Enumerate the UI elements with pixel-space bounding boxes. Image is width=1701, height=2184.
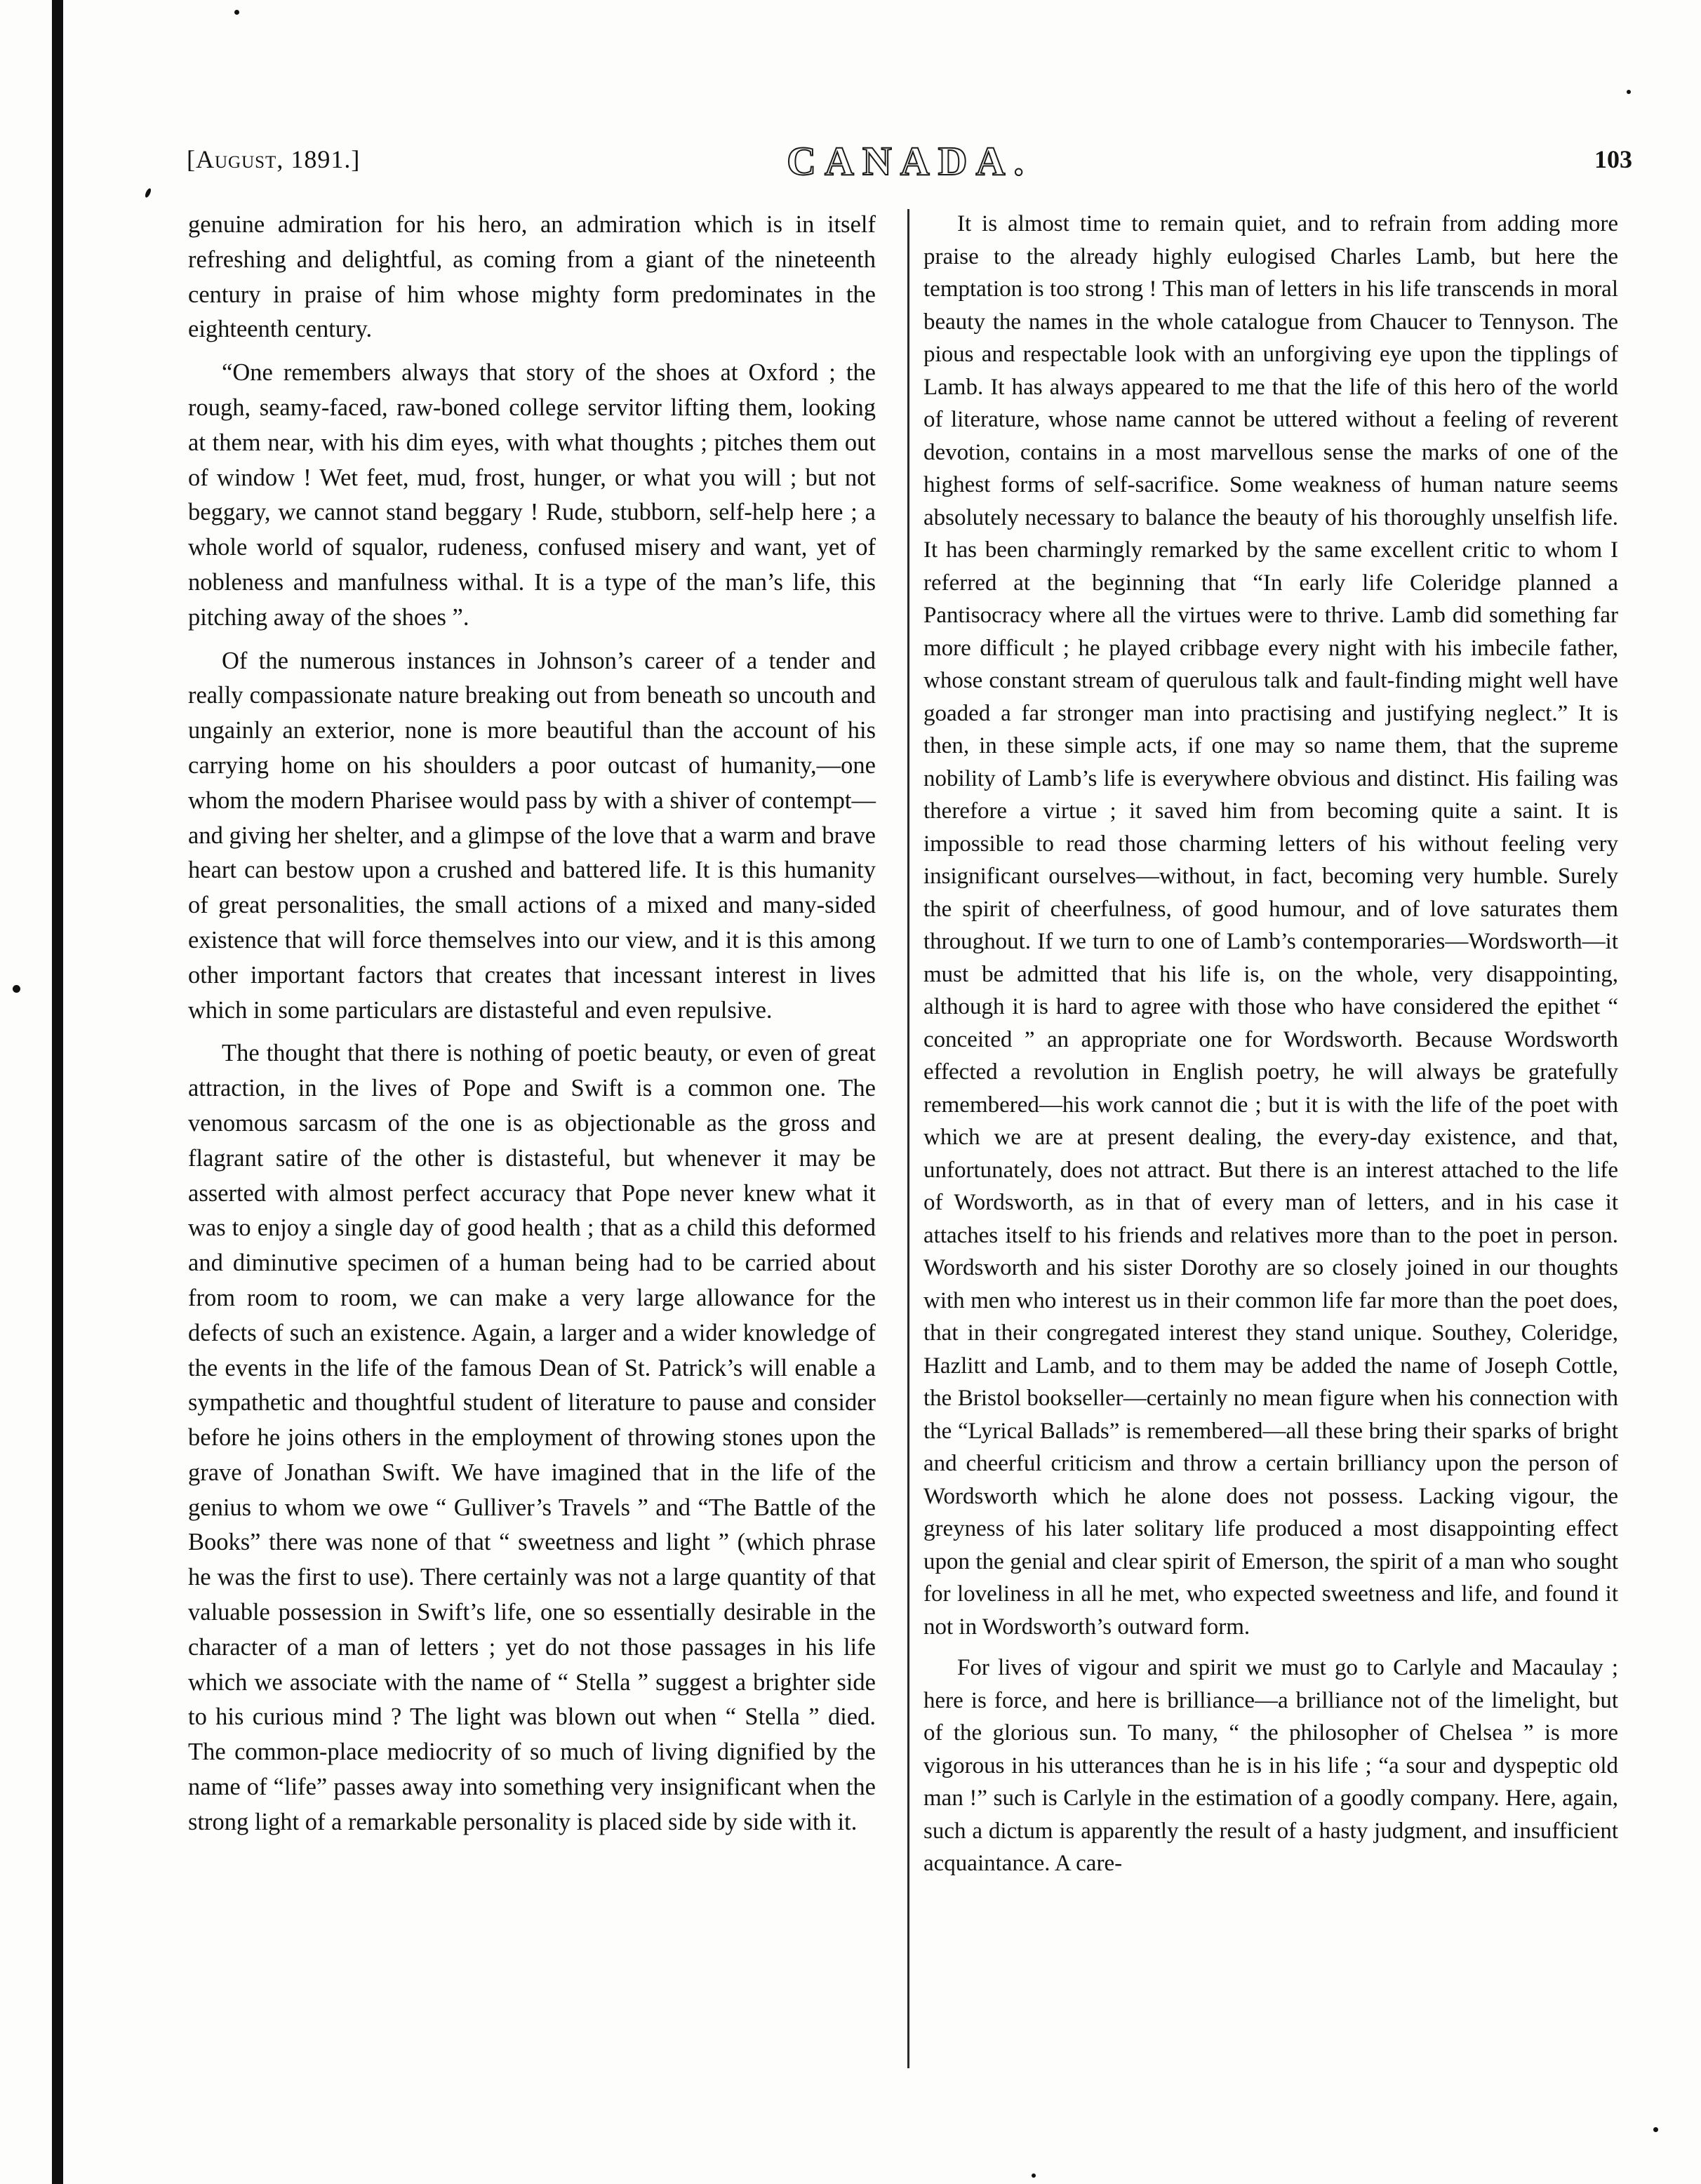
binding-edge [52,0,63,2184]
paragraph: It is almost time to remain quiet, and to refrain from adding more praise to the already highly eulogised Charles Lamb, but here the temptation is too strong ! This man of letters in his life transcends in moral beauty the names in the whole catalogue from Chaucer to Tennyson. The pious and respectable look with an unforgiving eye upon the tipplings of Lamb. It has always appeared to me that the life of this hero of the world of literature, whose name cannot be uttered without a feeling of reverent devotion, contains in a most marvellous sense the marks of one of the highest forms of self-sacrifice. Some weakness of human nature seems absolutely necessary to balance the beauty of his thoroughly unselfish life. It has been charmingly remarked by the same excellent critic to whom I referred at the beginning that “In early life Coleridge planned a Pantisocracy where all the virtues were to thrive. Lamb did something far more difficult ; he played cribbage every night with his imbecile father, whose constant stream of querulous talk and fault-finding might well have goaded a far stronger man into practising and justifying neglect.” It is then, in these simple acts, if one may so name them, that the supreme nobility of Lamb’s life is everywhere obvious and distinct. His failing was therefore a virtue ; it saved him from becoming quite a saint. It is impossible to read those charming letters of his without feeling very insignificant ourselves—without, in fact, becoming very humble. Surely the spirit of cheerfulness, of good humour, and of love saturates them throughout. If we turn to one of Lamb’s contemporaries—Wordsworth—it must be admitted that his life is, on the whole, very disappointing, although it is hard to agree with those who have considered the epithet “ conceited ” an appropriate one for Wordsworth. Because Wordsworth effected a revolution in English poetry, he will always be gratefully remembered—his work cannot die ; but it is with the life of the poet with which we are at present dealing, the every-day existence, and that, unfortunately, does not attract. But there is an interest attached to the life of Wordsworth, as in that of every man of letters, and in his case it attaches itself to his friends and relatives more than to the poet in person. Wordsworth and his sister Dorothy are so closely joined in our thoughts with men who interest us in their common life far more than the poet does, that in their congregated interest they stand unique. Southey, Coleridge, Hazlitt and Lamb, and to them may be added the name of Joseph Cottle, the Bristol bookseller—certainly no mean figure when his connection with the “Lyrical Ballads” is remembered—all these bring their sparks of bright and cheerful criticism and throw a certain brilliancy upon the person of Wordsworth which he alone does not possess. Lacking vigour, the greyness of his later solitary life produced a most disappointing effect upon the genial and clear spirit of Emerson, the spirit of a man who sought for loveliness in all he met, who expected sweetness and life, and found it not in Wordsworth’s outward form. [923,211,1618,1640]
right-column [923,208,1618,1889]
paragraph: The thought that there is nothing of poetic beauty, or even of great attraction, in the lives of Pope and Swift is a common one. The venomous sarcasm of the one is as objectionable as the gross and flagrant satire of the other is distasteful, but whenever it may be asserted with almost perfect accuracy that Pope never knew what it was to enjoy a single day of good health ; that as a child this deformed and diminutive specimen of a human being had to be carried about from room to room, we can make a very large allowance for the defects of such an existence. Again, a larger and a wider knowledge of the events in the life of the famous Dean of St. Patrick’s will enable a sympathetic and thoughtful student of literature to pause and consider before he joins others in the employment of throwing stones upon the grave of Jonathan Swift. We have imagined that in the life of the genius to whom we owe “ Gulliver’s Travels ” and “The Battle of the Books” there was none of that “ sweetness and light ” (which phrase he was the first to use). There certainly was not a large quantity of that valuable possession in Swift’s life, one so essentially desirable in the character of a man of letters ; yet do not those passages in his life which we associate with the name of “ Stella ” suggest a brighter side to his curious mind ? The light was blown out when “ Stella ” died. The common-place mediocrity of so much of living dignified by the name of “life” passes away into something very insignificant when the strong light of a remarkable personality is placed side by side with it. [188,1040,876,1835]
page-header [187,139,1632,184]
ink-speck [1627,90,1631,94]
journal-title: CANADA. [787,138,1032,184]
ink-speck [1653,2127,1658,2132]
ink-speck [13,985,20,993]
paragraph: “One remembers always that story of the shoes at Oxford ; the rough, seamy-faced, raw-boned college servitor lifting them, looking at them near, with his dim eyes, with what thoughts ; pitches them out of window ! Wet feet, mud, frost, hunger, or what you will ; but not beggary, we cannot stand beggary ! Rude, stubborn, self-help here ; a whole world of squalor, rudeness, confused misery and want, yet of nobleness and manfulness withal. It is a type of the man’s life, this pitching away of the shoes ”. [188,359,876,631]
paragraph: Of the numerous instances in Johnson’s career of a tender and really compassionate nature breaking out from beneath so uncouth and ungainly an exterior, none is more beautiful than the account of his carrying home on his shoulders a poor outcast of humanity,—one whom the modern Pharisee would pass by with a shiver of contempt—and giving her shelter, and a glimpse of the love that a warm and brave heart can bestow upon a crushed and battered life. It is this humanity of great personalities, the small actions of a mixed and many-sided existence that will force themselves into our view, and it is this among other important factors that creates that incessant interest in lives which in some particulars are distasteful and even repulsive. [188,647,876,1024]
ink-speck [144,187,152,198]
page-number: 103 [1594,145,1632,173]
paragraph: For lives of vigour and spirit we must go to Carlyle and Macaulay ; here is force, and here is brilliance—a brilliance not of the limelight, but of the glorious sun. To many, “ the philosopher of Chelsea ” is more vigorous in his utterances than he is in his life ; “a sour and dyspeptic old man !” such is Carlyle in the estimation of a goodly company. Here, again, such a dictum is apparently the result of a hasty judgment, and insufficient acquaintance. A care- [923,1655,1618,1876]
left-column [188,208,876,1849]
ink-speck [1032,2173,1036,2178]
issue-date: [August, 1891.] [187,145,361,173]
paragraph: genuine admiration for his hero, an admiration which is in itself refreshing and delightful, as coming from a giant of the nineteenth century in praise of him whose mighty form predominates in the eighteenth century. [188,211,876,343]
ink-speck [234,10,239,15]
column-divider [907,209,909,2068]
